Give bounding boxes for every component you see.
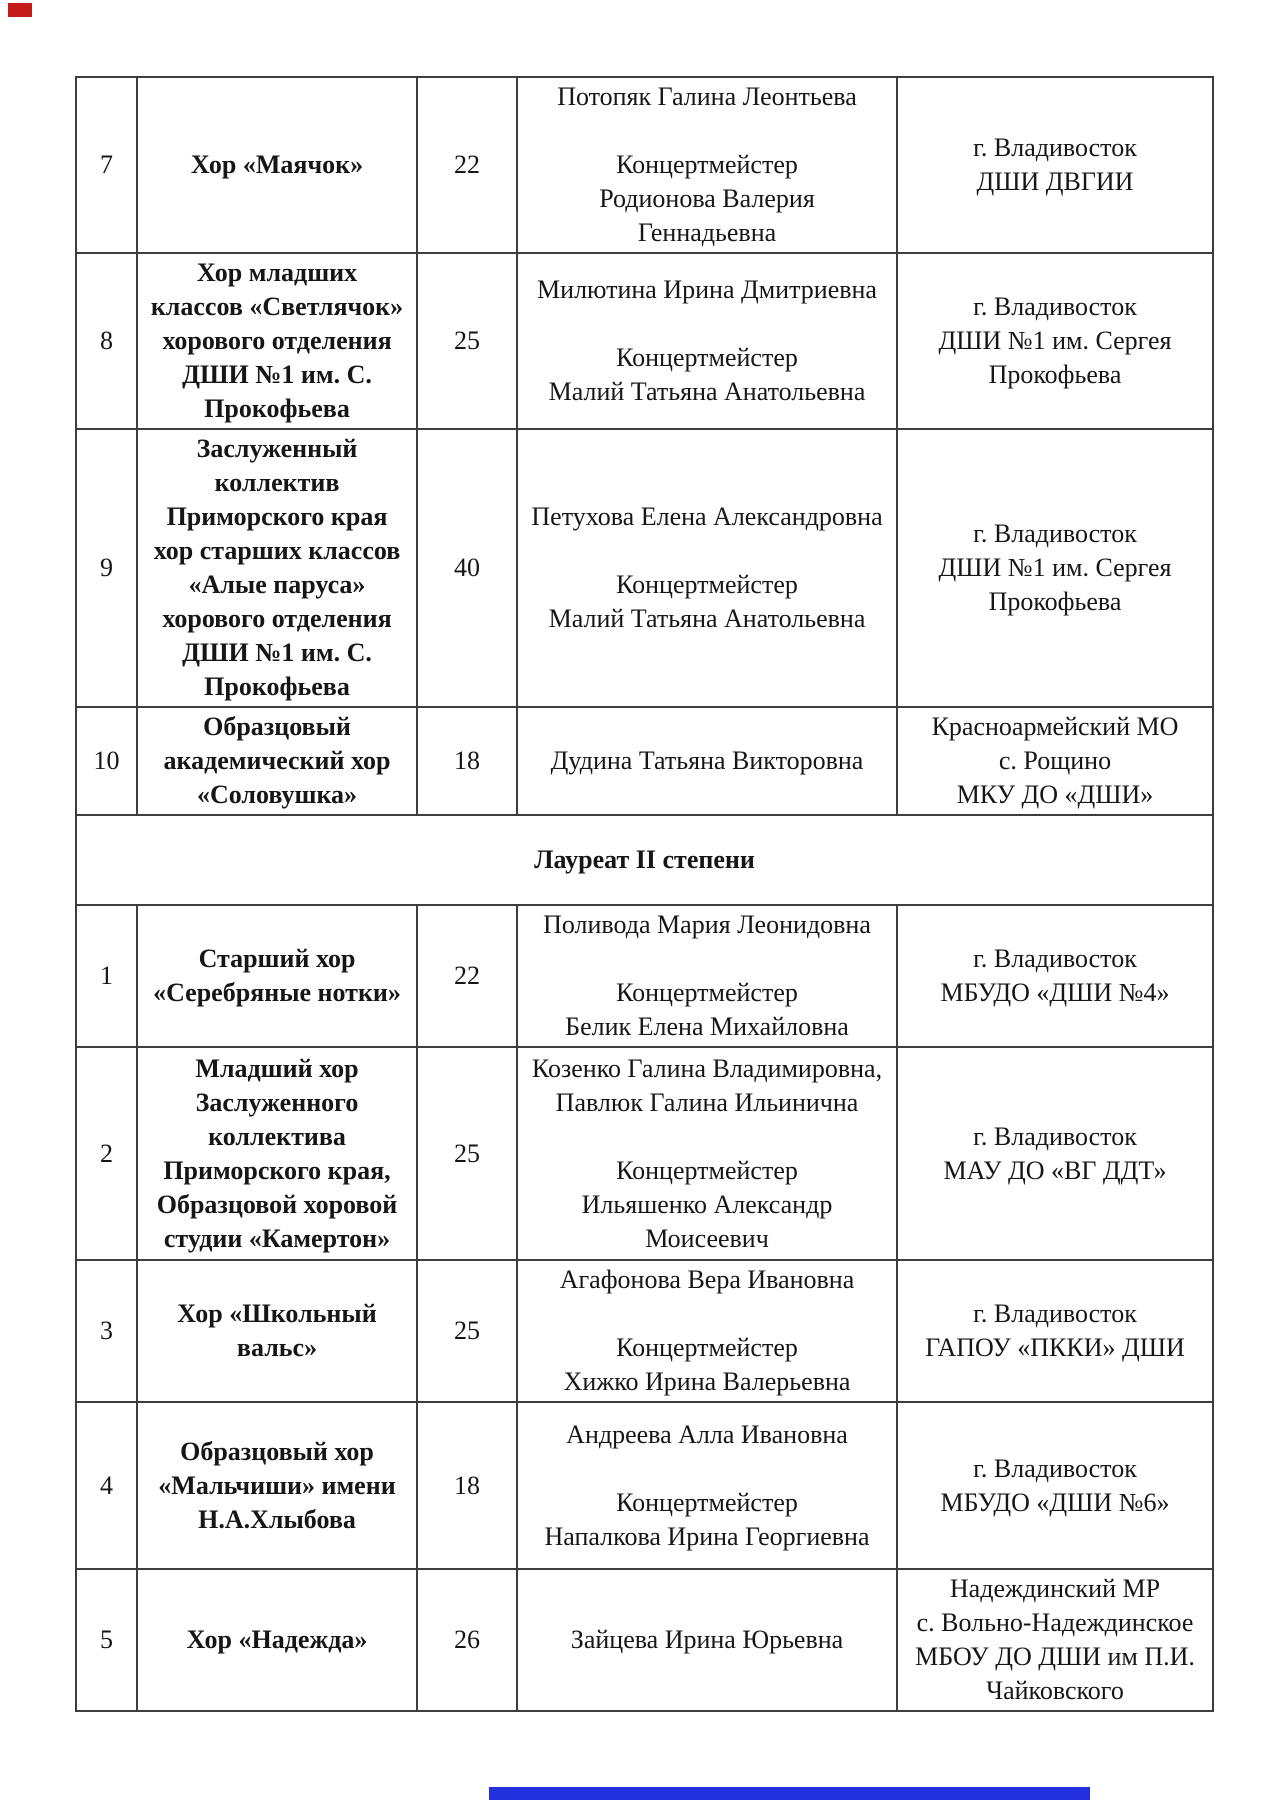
scan-artifact-blue-strip [489, 1787, 1090, 1800]
cell-city-institution: Красноармейский МО с. Рощино МКУ ДО «ДШИ» [897, 707, 1213, 815]
cell-director: Козенко Галина Владимировна, Павлюк Галина Ильинична Концертмейстер Ильяшенко Александр Моисеевич [517, 1047, 897, 1260]
laureates-table [75, 76, 1214, 1712]
table-row [76, 429, 1213, 707]
cell-choir-name: Образцовый хор «Мальчиши» имени Н.А.Хлыбова [137, 1402, 417, 1569]
cell-director: Андреева Алла Ивановна Концертмейстер Напалкова Ирина Георгиевна [517, 1402, 897, 1569]
table-row [76, 1402, 1213, 1569]
cell-city-institution: г. Владивосток МБУДО «ДШИ №6» [897, 1402, 1213, 1569]
cell-row-number: 4 [76, 1402, 137, 1569]
scan-artifact-red-mark [8, 3, 32, 17]
cell-row-number: 8 [76, 253, 137, 429]
cell-director: Зайцева Ирина Юрьевна [517, 1569, 897, 1711]
cell-city-institution: г. Владивосток ДШИ №1 им. Сергея Прокофьева [897, 253, 1213, 429]
section-header-row [76, 815, 1213, 905]
cell-director: Поливода Мария Леонидовна Концертмейстер Белик Елена Михайловна [517, 905, 897, 1047]
section-header-laureate-2: Лауреат II степени [76, 815, 1213, 905]
cell-participants: 40 [417, 429, 517, 707]
cell-participants: 18 [417, 707, 517, 815]
cell-participants: 25 [417, 253, 517, 429]
cell-row-number: 7 [76, 77, 137, 253]
table-row [76, 1260, 1213, 1402]
cell-director: Потопяк Галина Леонтьева Концертмейстер Родионова Валерия Геннадьевна [517, 77, 897, 253]
cell-city-institution: г. Владивосток МАУ ДО «ВГ ДДТ» [897, 1047, 1213, 1260]
cell-participants: 22 [417, 905, 517, 1047]
cell-participants: 18 [417, 1402, 517, 1569]
cell-director: Агафонова Вера Ивановна Концертмейстер Хижко Ирина Валерьевна [517, 1260, 897, 1402]
cell-choir-name: Хор младших классов «Светлячок» хорового отделения ДШИ №1 им. С. Прокофьева [137, 253, 417, 429]
cell-choir-name: Хор «Школьный вальс» [137, 1260, 417, 1402]
cell-participants: 26 [417, 1569, 517, 1711]
cell-choir-name: Образцовый академический хор «Соловушка» [137, 707, 417, 815]
cell-choir-name: Младший хор Заслуженного коллектива Приморского края, Образцовой хоровой студии «Камертон» [137, 1047, 417, 1260]
cell-row-number: 10 [76, 707, 137, 815]
table-row [76, 1047, 1213, 1260]
cell-participants: 22 [417, 77, 517, 253]
cell-participants: 25 [417, 1260, 517, 1402]
cell-choir-name: Хор «Маячок» [137, 77, 417, 253]
cell-row-number: 2 [76, 1047, 137, 1260]
cell-row-number: 5 [76, 1569, 137, 1711]
cell-choir-name: Хор «Надежда» [137, 1569, 417, 1711]
cell-city-institution: г. Владивосток МБУДО «ДШИ №4» [897, 905, 1213, 1047]
cell-row-number: 3 [76, 1260, 137, 1402]
cell-choir-name: Старший хор «Серебряные нотки» [137, 905, 417, 1047]
cell-city-institution: г. Владивосток ДШИ №1 им. Сергея Прокофьева [897, 429, 1213, 707]
cell-director: Милютина Ирина Дмитриевна Концертмейстер Малий Татьяна Анатольевна [517, 253, 897, 429]
cell-city-institution: Надеждинский МР с. Вольно-Надеждинское МБОУ ДО ДШИ им П.И. Чайковского [897, 1569, 1213, 1711]
cell-row-number: 9 [76, 429, 137, 707]
table-row [76, 253, 1213, 429]
cell-choir-name: Заслуженный коллектив Приморского края хор старших классов «Алые паруса» хорового отделения ДШИ №1 им. С. Прокофьева [137, 429, 417, 707]
table-row [76, 707, 1213, 815]
cell-director: Петухова Елена Александровна Концертмейстер Малий Татьяна Анатольевна [517, 429, 897, 707]
table-row [76, 77, 1213, 253]
cell-participants: 25 [417, 1047, 517, 1260]
cell-city-institution: г. Владивосток ДШИ ДВГИИ [897, 77, 1213, 253]
table-row [76, 905, 1213, 1047]
cell-row-number: 1 [76, 905, 137, 1047]
table-row [76, 1569, 1213, 1711]
cell-director: Дудина Татьяна Викторовна [517, 707, 897, 815]
cell-city-institution: г. Владивосток ГАПОУ «ПККИ» ДШИ [897, 1260, 1213, 1402]
